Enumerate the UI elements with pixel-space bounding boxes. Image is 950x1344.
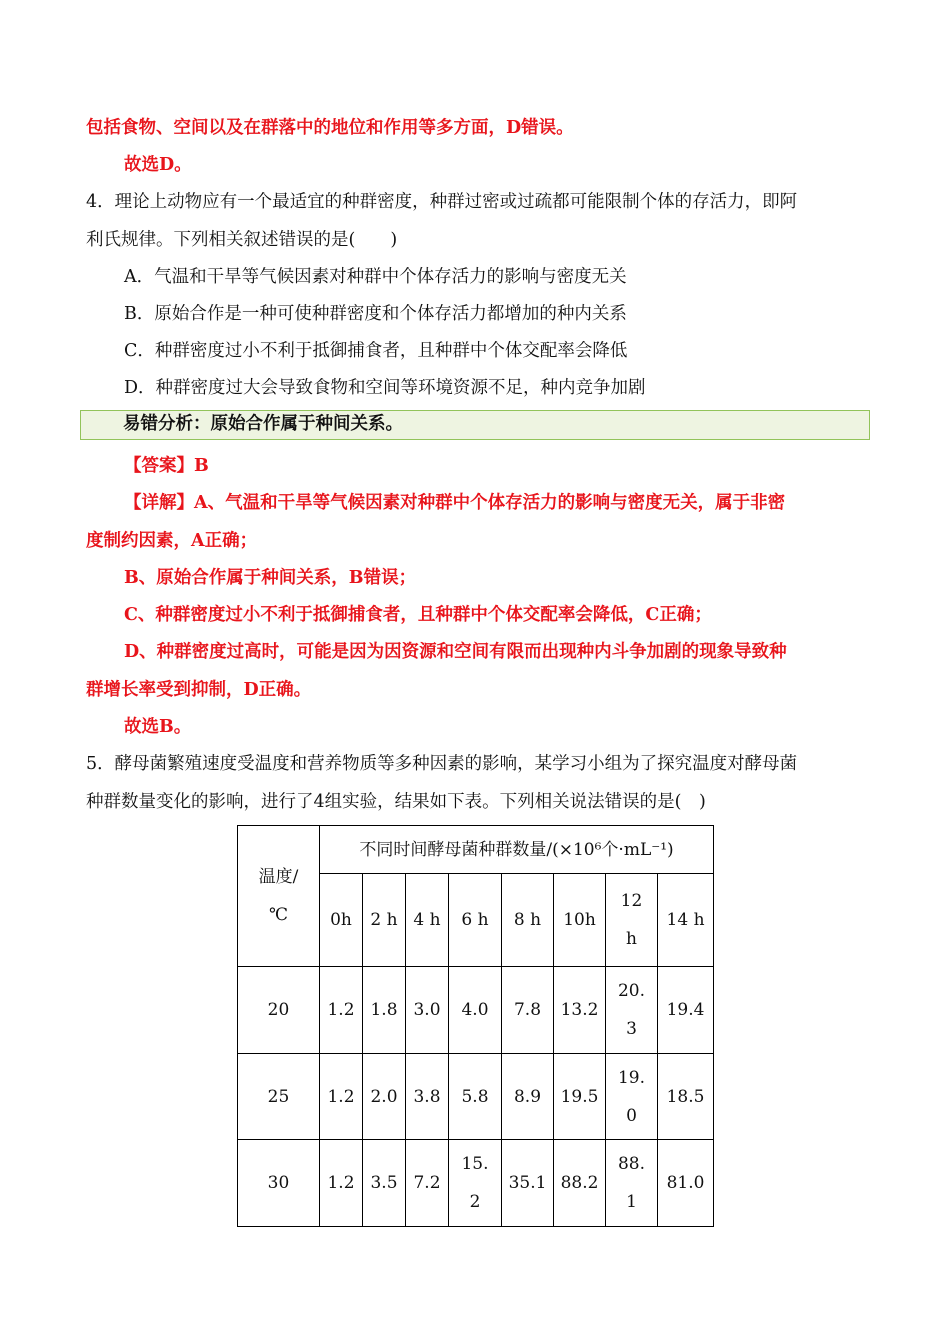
- temperature-cell: 25: [238, 1054, 320, 1140]
- table-cell: 4.0: [449, 967, 502, 1054]
- time-header: 14 h: [658, 874, 714, 967]
- table-cell: 19.5: [554, 1054, 606, 1140]
- table-cell: 3.5: [363, 1140, 406, 1227]
- question-4-detail-b: B、原始合作属于种间关系，B错误；: [124, 568, 417, 588]
- question-4-option-c: C．种群密度过小不利于抵御捕食者，且种群中个体交配率会降低: [124, 341, 628, 361]
- question-4-detail-d: D、种群密度过高时，可能是因为因资源和空间有限而出现种内斗争加剧的现象导致种: [124, 642, 787, 662]
- table-cell: 7.2: [406, 1140, 449, 1227]
- table-row: [238, 967, 714, 1054]
- table-cell: 5.8: [449, 1054, 502, 1140]
- time-header: 12 h: [606, 874, 658, 967]
- time-header: 8 h: [502, 874, 554, 967]
- question-4-detail-cont: 度制约因素，A正确；: [86, 531, 258, 551]
- table-cell: 15.2: [449, 1140, 502, 1227]
- table-cell: 3.8: [406, 1054, 449, 1140]
- question-4-detail-d-cont: 群增长率受到抑制，D正确。: [86, 680, 312, 700]
- question-4-option-a: A．气温和干旱等气候因素对种群中个体存活力的影响与密度无关: [124, 267, 627, 287]
- table-cell: 88.2: [554, 1140, 606, 1227]
- temperature-header: 温度/℃: [238, 826, 320, 967]
- question-5-stem: 5．酵母菌繁殖速度受温度和营养物质等多种因素的影响，某学习小组为了探究温度对酵母菌: [86, 754, 798, 774]
- table-cell: 1.2: [320, 1140, 363, 1227]
- previous-answer-text: 包括食物、空间以及在群落中的地位和作用等多方面，D错误。: [86, 118, 574, 138]
- time-header: 6 h: [449, 874, 502, 967]
- table-cell: 19.4: [658, 967, 714, 1054]
- table-cell: 1.8: [363, 967, 406, 1054]
- question-4-detail: 【详解】A、气温和干旱等气候因素对种群中个体存活力的影响与密度无关，属于非密: [124, 493, 786, 513]
- table-cell: 1.2: [320, 967, 363, 1054]
- question-4-detail-c: C、种群密度过小不利于抵御捕食者，且种群中个体交配率会降低，C正确；: [124, 605, 712, 625]
- table-header-row: [238, 826, 714, 874]
- table-cell: 8.9: [502, 1054, 554, 1140]
- yeast-population-table: [237, 825, 714, 1227]
- question-5-stem-cont: 种群数量变化的影响，进行了4组实验，结果如下表。下列相关说法错误的是( ): [86, 792, 706, 812]
- question-4-answer: 【答案】B: [124, 456, 209, 476]
- temperature-cell: 30: [238, 1140, 320, 1227]
- table-cell: 88.1: [606, 1140, 658, 1227]
- time-header: 2 h: [363, 874, 406, 967]
- time-group-header: 不同时间酵母菌种群数量/(×10⁶个·mL⁻¹): [320, 826, 714, 874]
- time-header: 4 h: [406, 874, 449, 967]
- table-cell: 7.8: [502, 967, 554, 1054]
- table-row: [238, 1140, 714, 1227]
- question-4-option-b: B．原始合作是一种可使种群密度和个体存活力都增加的种内关系: [124, 304, 627, 324]
- question-4-choice: 故选B。: [124, 717, 192, 737]
- table-cell: 2.0: [363, 1054, 406, 1140]
- table-cell: 13.2: [554, 967, 606, 1054]
- table-cell: 81.0: [658, 1140, 714, 1227]
- table-cell: 19.0: [606, 1054, 658, 1140]
- table-cell: 35.1: [502, 1140, 554, 1227]
- table-cell: 18.5: [658, 1054, 714, 1140]
- table-row: [238, 1054, 714, 1140]
- time-header: 0h: [320, 874, 363, 967]
- table-cell: 1.2: [320, 1054, 363, 1140]
- table-cell: 20.3: [606, 967, 658, 1054]
- question-4-option-d: D．种群密度过大会导致食物和空间等环境资源不足，种内竞争加剧: [124, 378, 646, 398]
- table-cell: 3.0: [406, 967, 449, 1054]
- question-4-stem-cont: 利氏规律。下列相关叙述错误的是( ): [86, 230, 398, 250]
- temperature-cell: 20: [238, 967, 320, 1054]
- error-analysis-box: 易错分析：原始合作属于种间关系。: [80, 410, 870, 440]
- question-4-stem: 4．理论上动物应有一个最适宜的种群密度，种群过密或过疏都可能限制个体的存活力，即阿: [86, 192, 798, 212]
- time-header: 10h: [554, 874, 606, 967]
- previous-answer-choice: 故选D。: [124, 155, 192, 175]
